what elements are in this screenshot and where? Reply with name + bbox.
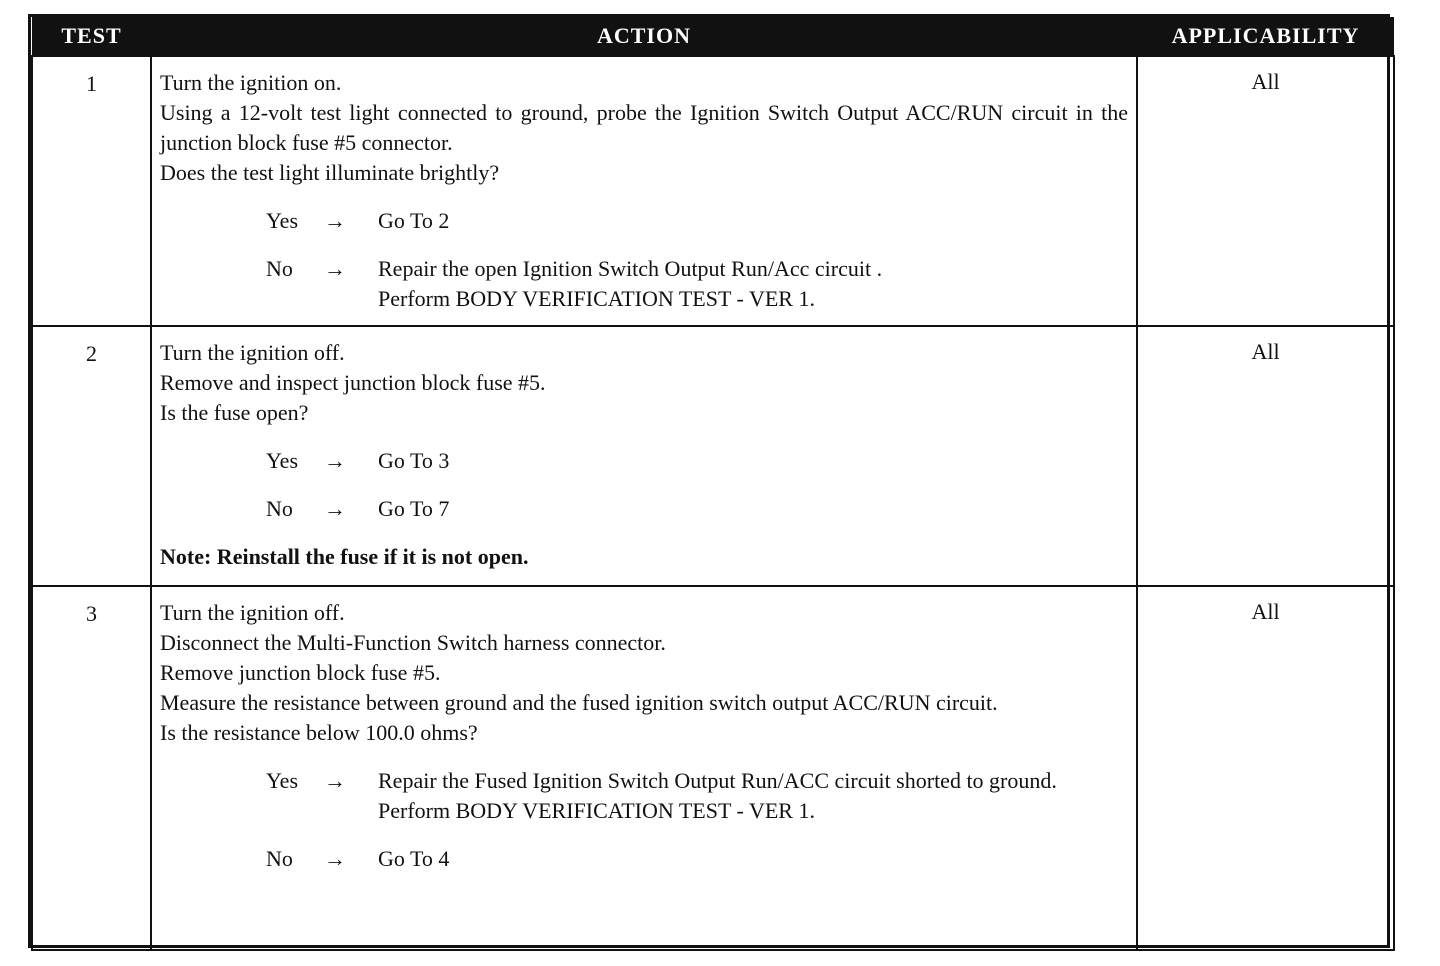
no-label: No [266, 256, 293, 281]
header-test: TEST [32, 17, 151, 56]
yes-branch [266, 446, 1128, 476]
test-number: 2 [32, 326, 151, 586]
header-applicability: APPLICABILITY [1137, 17, 1394, 56]
yes-branch [266, 206, 1128, 236]
step-question: Does the test light illuminate brightly? [160, 160, 500, 185]
table-header-row [32, 17, 1394, 56]
yes-label: Yes [266, 768, 299, 793]
result-line: Go To 7 [378, 496, 450, 521]
result-line: Go To 4 [378, 846, 450, 871]
test-action [151, 326, 1137, 586]
test-number: 3 [32, 586, 151, 950]
result-line: Go To 3 [378, 448, 450, 473]
step-text: Remove and inspect junction block fuse #5. [160, 370, 546, 395]
step-text: Remove junction block fuse #5. [160, 660, 441, 685]
test-applicability: All [1137, 586, 1394, 950]
arrow-icon: → [324, 208, 346, 233]
no-branch [266, 494, 1128, 524]
result-line: Repair the open Ignition Switch Output Run/Acc circuit . [378, 256, 883, 281]
no-label: No [266, 846, 293, 871]
arrow-icon: → [324, 846, 346, 871]
step-question: Is the resistance below 100.0 ohms? [160, 720, 478, 745]
no-result [378, 494, 1128, 524]
step-text: Turn the ignition off. [160, 600, 345, 625]
step-text: Turn the ignition off. [160, 340, 345, 365]
arrow-icon: → [324, 256, 346, 281]
no-result [378, 254, 1128, 314]
diagnostic-procedure-table [31, 17, 1395, 951]
test-action [151, 56, 1137, 326]
test-applicability: All [1137, 56, 1394, 326]
result-line: Perform BODY VERIFICATION TEST - VER 1. [378, 286, 815, 311]
arrow-icon: → [324, 496, 346, 521]
test-applicability: All [1137, 326, 1394, 586]
test-row-1 [32, 56, 1394, 326]
no-result [378, 844, 1128, 874]
test-row-3 [32, 586, 1394, 950]
yes-result [378, 766, 1128, 826]
yes-branch [266, 766, 1128, 826]
step-question: Is the fuse open? [160, 400, 309, 425]
no-label: No [266, 496, 293, 521]
result-line: Repair the Fused Ignition Switch Output Run/ACC circuit shorted to ground. [378, 768, 1057, 793]
diagnostic-table-sheet [28, 14, 1390, 948]
yes-label: Yes [266, 208, 299, 233]
arrow-icon: → [324, 448, 346, 473]
note-text: Note: Reinstall the fuse if it is not open. [160, 544, 529, 569]
step-text: Measure the resistance between ground and the fused ignition switch output ACC/RUN circuit. [160, 690, 998, 715]
yes-result [378, 446, 1128, 476]
step-text: Turn the ignition on. [160, 70, 342, 95]
no-branch [266, 844, 1128, 874]
result-line: Perform BODY VERIFICATION TEST - VER 1. [378, 798, 815, 823]
step-text: Disconnect the Multi-Function Switch harness connector. [160, 630, 666, 655]
yes-result [378, 206, 1128, 236]
result-line: Go To 2 [378, 208, 450, 233]
test-number: 1 [32, 56, 151, 326]
header-action: ACTION [151, 17, 1137, 56]
arrow-icon: → [324, 768, 346, 793]
test-row-2 [32, 326, 1394, 586]
test-action [151, 586, 1137, 950]
no-branch [266, 254, 1128, 314]
yes-label: Yes [266, 448, 299, 473]
step-text: Using a 12-volt test light connected to ground, probe the Ignition Switch Output ACC/RUN circuit in the junction block fuse #5 connector. [160, 100, 1128, 155]
